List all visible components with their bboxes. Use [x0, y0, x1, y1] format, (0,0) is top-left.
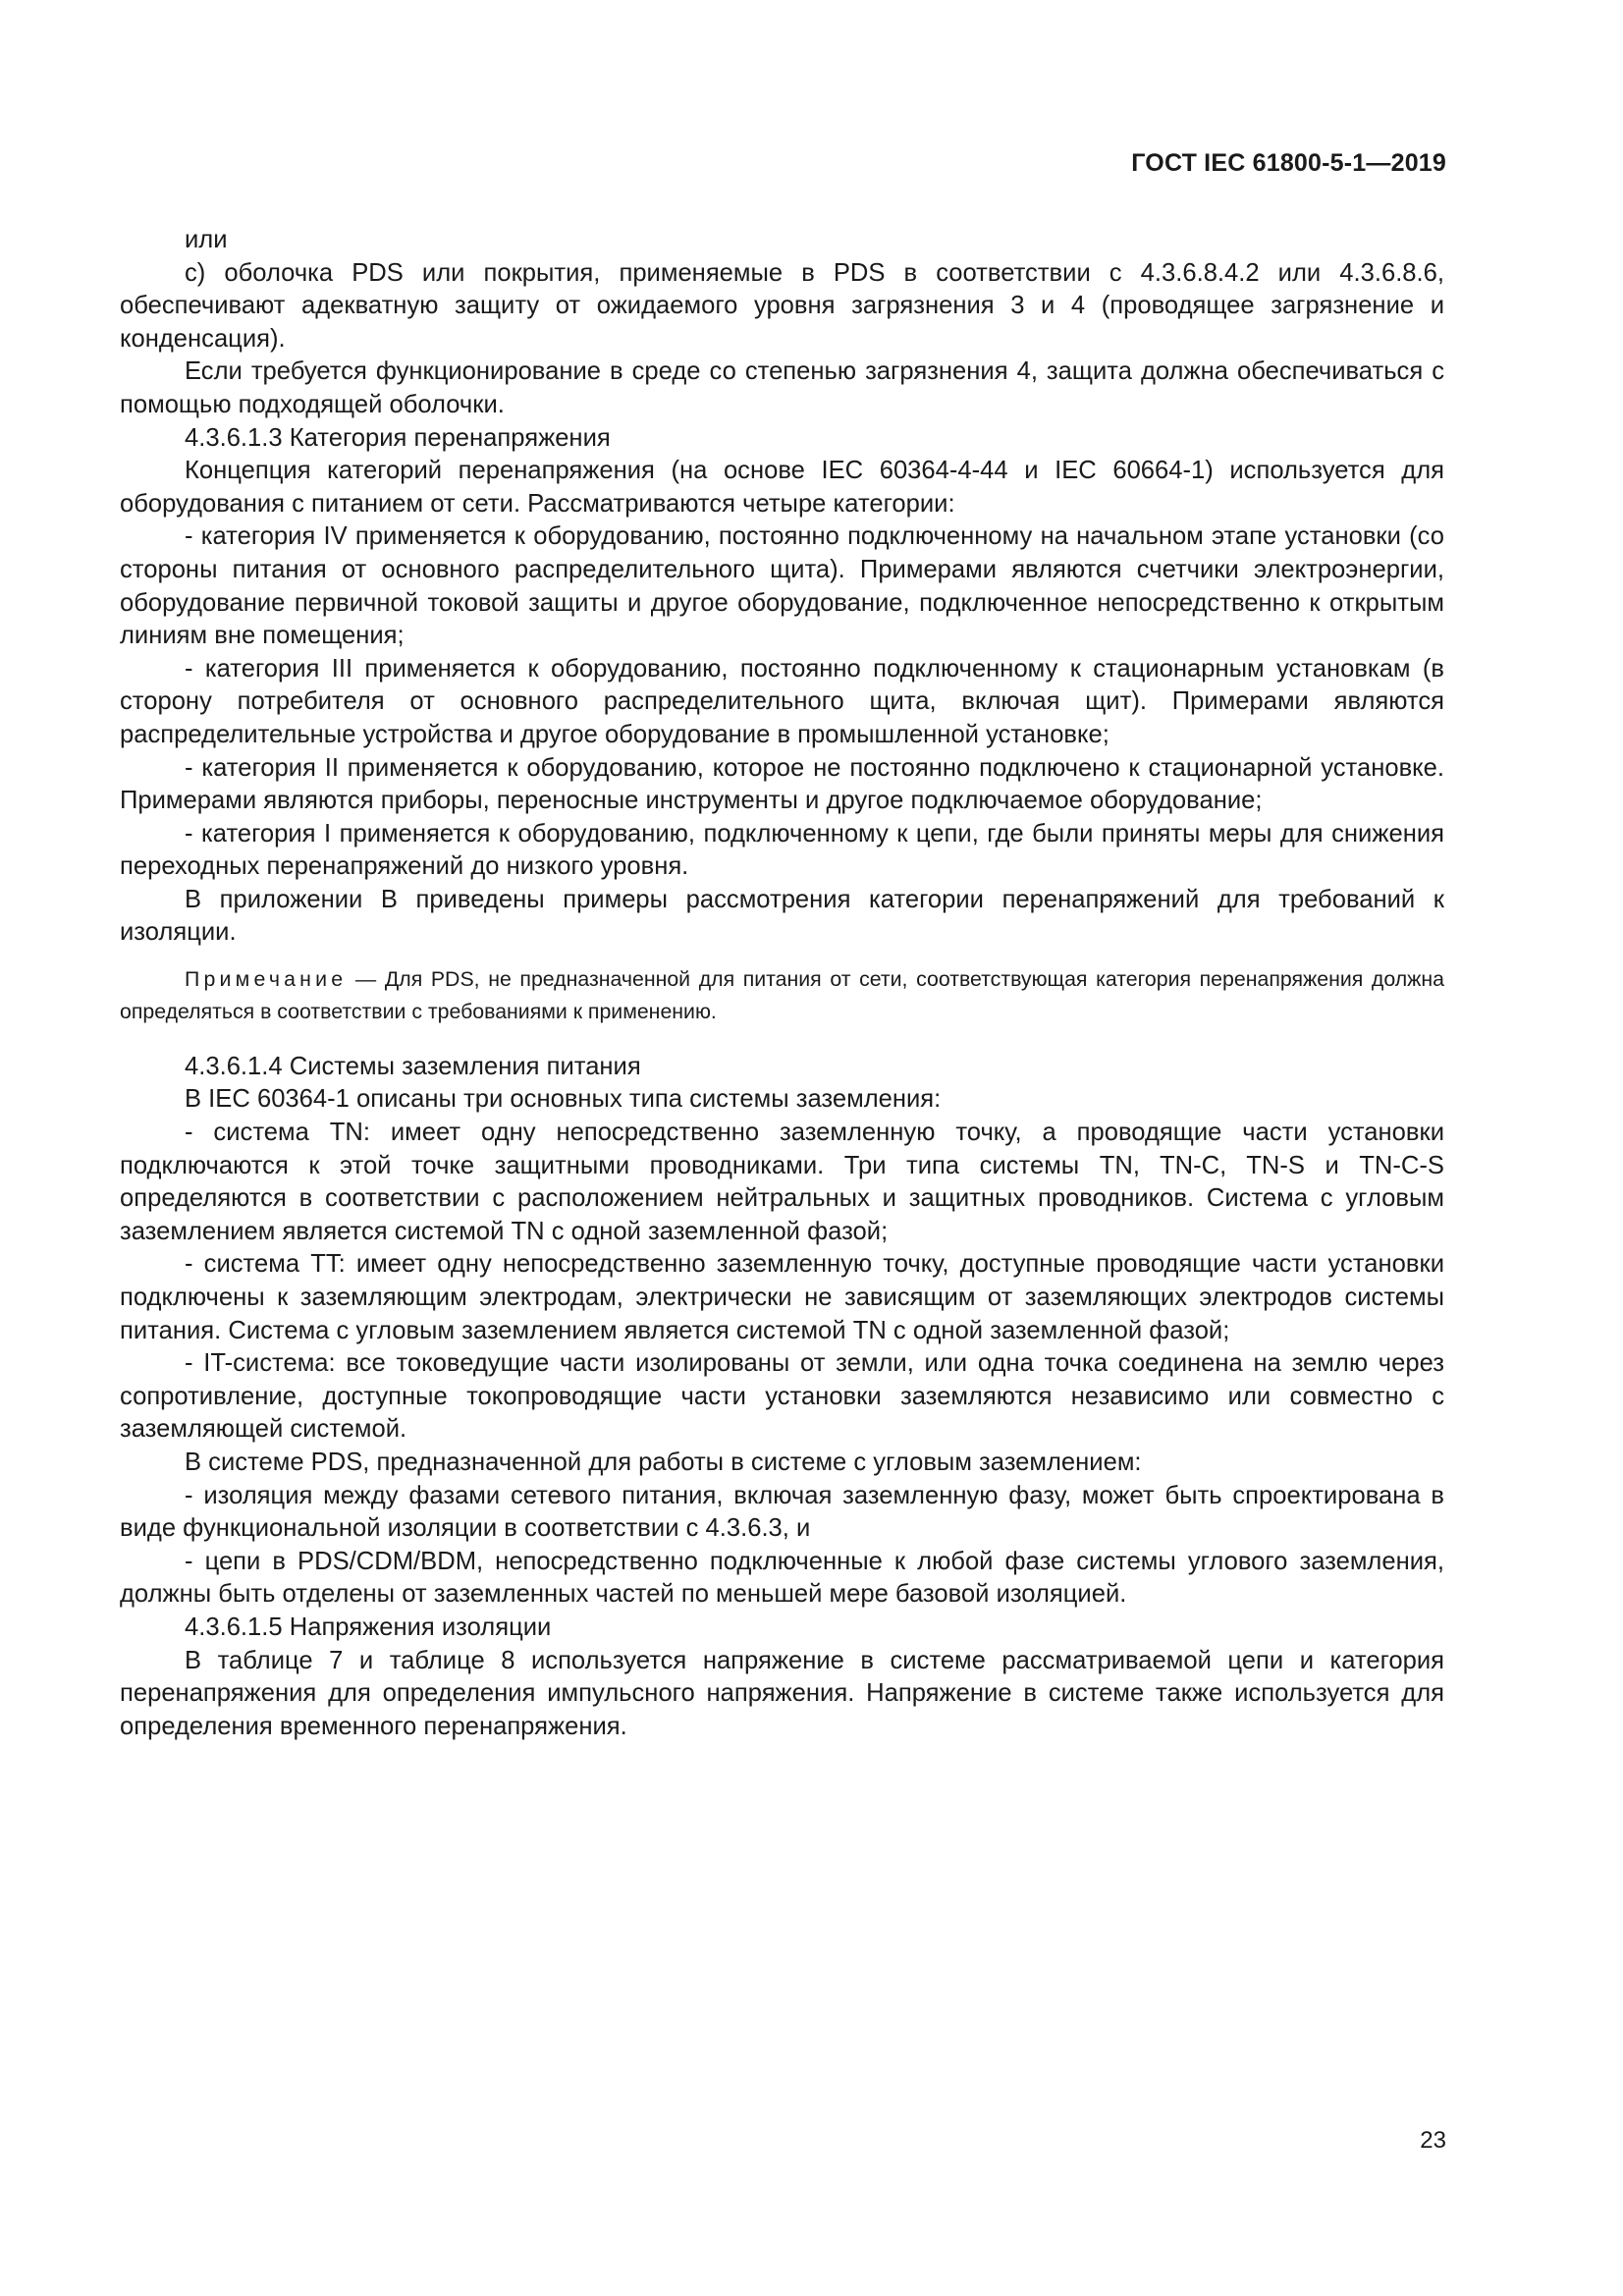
text-paragraph: с) оболочка PDS или покрытия, применяемые в PDS в соответствии с 4.3.6.8.4.2 или 4.3.6.8.6, обеспечивают адекватную защиту от ожидаемого уровня загрязнения 3 и 4 (проводящее загрязнение и конденсация). [120, 258, 1444, 353]
text-paragraph: В приложении В приведены примеры рассмотрения категории перенапряжений для требований к изоляции. [120, 885, 1444, 947]
text-paragraph: Концепция категорий перенапряжения (на основе IEC 60364-4-44 и IEC 60664-1) используется для оборудования с питанием от сети. Рассматриваются четыре категории: [120, 457, 1444, 518]
text-paragraph: Если требуется функционирование в среде со степенью загрязнения 4, защита должна обеспечиваться с помощью подходящей оболочки. [120, 357, 1444, 418]
section-heading: 4.3.6.1.4 Системы заземления питания [185, 1052, 641, 1080]
page-number: 23 [1420, 2127, 1446, 2154]
list-item: - категория II применяется к оборудованию, которое не постоянно подключено к стационарной установке. Примерами являются приборы, переносные инструменты и другое подключаемое оборудование; [120, 753, 1444, 815]
note-block [120, 963, 1444, 1029]
standard-designation: ГОСТ IEC 61800-5-1—2019 [1131, 149, 1446, 177]
list-item: - система TT: имеет одну непосредственно заземленную точку, доступные проводящие части установки подключены к заземляющим электродам, электрически не зависящим от заземляющих электродов системы питания. Система с угловым заземлением является системой TN с одной заземленной фазой; [120, 1250, 1444, 1344]
list-item: - категория III применяется к оборудованию, постоянно подключенному к стационарным установкам (в сторону потребителя от основного распределительного щита, включая щит). Примерами являются распределительные устройства и другое оборудование в промышленной установке; [120, 654, 1444, 748]
list-item: - изоляция между фазами сетевого питания, включая заземленную фазу, может быть спроектирована в виде функциональной изоляции в соответствии с 4.3.6.3, и [120, 1481, 1444, 1543]
text-paragraph: или [185, 226, 228, 253]
text-paragraph: В системе PDS, предназначенной для работы в системе с угловым заземлением: [185, 1449, 1142, 1476]
list-item: - категория IV применяется к оборудованию, постоянно подключенному на начальном этапе установки (со стороны питания от основного распределительного щита). Примерами являются счетчики электроэнергии, оборудование первичной токовой защиты и другое оборудование, подключенное непосредственно к открытым линиям вне помещения; [120, 522, 1444, 650]
list-item: - категория I применяется к оборудованию, подключенному к цепи, где были приняты меры для снижения переходных перенапряжений до низкого уровня. [120, 819, 1444, 881]
text-paragraph: В таблице 7 и таблице 8 используется напряжение в системе рассматриваемой цепи и категория перенапряжения для определения импульсного напряжения. Напряжение в системе также используется для определения временного перенапряжения. [120, 1646, 1444, 1740]
section-heading: 4.3.6.1.5 Напряжения изоляции [185, 1613, 552, 1641]
list-item: - IT-система: все токоведущие части изолированы от земли, или одна точка соединена на землю через сопротивление, доступные токопроводящие части установки заземляются независимо или совместно с заземляющей системой. [120, 1349, 1444, 1444]
note-label: Примечание [185, 967, 348, 992]
list-item: - цепи в PDS/CDM/BDM, непосредственно подключенные к любой фазе системы углового заземления, должны быть отделены от заземленных частей по меньшей мере базовой изоляцией. [120, 1547, 1444, 1609]
document-body [120, 224, 1444, 1743]
section-heading: 4.3.6.1.3 Категория перенапряжения [185, 423, 611, 452]
text-paragraph: В IEC 60364-1 описаны три основных типа системы заземления: [185, 1085, 942, 1114]
note-text: — Для PDS, не предназначенной для питания от сети, соответствующая категория перенапряжения должна определяться в соответствии с требованиями к применению. [120, 967, 1444, 1024]
list-item: - система TN: имеет одну непосредственно заземленную точку, а проводящие части установки подключаются к этой точке защитными проводниками. Три типа системы TN, TN-C, TN-S и TN-C-S определяются в соответствии с расположением нейтральных и защитных проводников. Система с угловым заземлением является системой TN с одной заземленной фазой; [120, 1119, 1444, 1245]
